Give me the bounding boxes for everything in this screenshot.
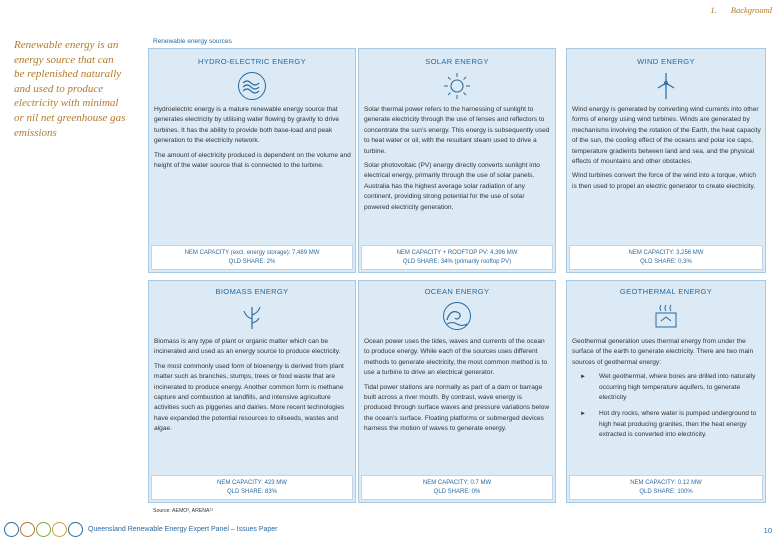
capacity-value: NEM CAPACITY: 423 MW <box>217 480 287 486</box>
card-title: OCEAN ENERGY <box>424 287 490 296</box>
qld-share: QLD SHARE: 0% <box>433 489 481 495</box>
card-title: HYDRO-ELECTRIC ENERGY <box>198 57 306 66</box>
qld-share: QLD SHARE: 34% (primarily rooftop PV) <box>402 259 512 265</box>
geothermal-icon <box>651 301 681 331</box>
card-solar <box>358 48 556 273</box>
card-paragraph: The most commonly used form of bioenergy is derived from plant matter such as branches, stumps, trees or food waste that are incinerated to produce energy. Another common form is methane capture and combustion at landfills, and intensive agriculture activities such as piggeries and dairies. More recent technologies have expanded the potential resources to oilseeds, wastes and algae. <box>154 362 345 433</box>
card-paragraph: Geothermal generation uses thermal energy from under the surface of the earth to generate electricity. There are two main sources of geothermal energy: <box>572 338 754 366</box>
footer-title: Queensland Renewable Energy Expert Panel – Issues Paper <box>88 526 278 533</box>
card-hydro <box>148 48 356 273</box>
card-body <box>364 337 551 439</box>
bullet-arrow-icon: ► <box>580 411 586 418</box>
qld-share: QLD SHARE: 100% <box>639 489 693 495</box>
page-number: 10 <box>763 526 772 535</box>
card-title: BIOMASS ENERGY <box>215 287 289 296</box>
card-paragraph: Solar photovoltaic (PV) energy directly converts sunlight into electrical energy, primarily through the use of solar panels. Australia has the highest average solar radiation of any continent, providing strong potential for the use of solar powered electricity generation. <box>364 162 540 211</box>
card-paragraph: Tidal power stations are normally as part of a dam or barrage built across a river mouth. By contrast, wave energy is produced through surface waves and pressure variations below the ocean’s surface. Floating platforms or submerged devices harness the motion of waves to generate energy. <box>364 383 550 433</box>
capacity-box <box>151 475 353 500</box>
card-paragraph: Wind turbines convert the force of the wind into a torque, which is then used to propel an electric generator to create electricity. <box>572 172 756 190</box>
list-item: ► Hot dry rocks, where water is pumped underground to high heat producing granites, then the heat energy extracted is converted into electricity. <box>580 410 757 439</box>
qld-share: QLD SHARE: 83% <box>226 489 278 495</box>
source-note: Source: AEMO³, ARENA¹¹ <box>153 508 213 514</box>
capacity-box <box>569 245 763 270</box>
card-body <box>364 105 551 217</box>
section-label: Renewable energy sources <box>153 38 232 45</box>
qld-share: QLD SHARE: 2% <box>228 259 276 265</box>
card-ocean <box>358 280 556 503</box>
capacity-value: NEM CAPACITY (excl. energy storage): 7,489 MW <box>184 250 320 256</box>
card-title: WIND ENERGY <box>637 57 695 66</box>
card-body <box>154 105 351 175</box>
capacity-value: NEM CAPACITY: 3,256 MW <box>628 250 704 256</box>
card-paragraph: Ocean power uses the tides, waves and currents of the ocean to produce energy. While each of the sources uses different methods to generate electricity, the most common method is to use a turbine to drive an electrical generator. <box>364 338 548 377</box>
sidebar-quote: Renewable energy is an energy source that can be replenished naturally and used to produce electricity with minimal or nil net greenhouse gas emissions <box>14 39 126 139</box>
sun-icon <box>442 71 472 101</box>
plant-icon <box>237 301 267 331</box>
ocean-wave-icon <box>442 301 472 331</box>
card-paragraph: Hydroelectric energy is a mature renewable energy source that generates electricity by utilising water flowing by gravity to drive turbines. It has the ability to provide both base-load and peak generation to the electricity network. <box>154 106 340 145</box>
card-body <box>572 105 761 196</box>
page-footer <box>0 524 780 538</box>
card-paragraph: The amount of electricity produced is dependent on the volume and height of the water source that is connected to the turbine. <box>154 151 351 170</box>
capacity-value: NEM CAPACITY + ROOFTOP PV: 4,396 MW <box>396 250 518 256</box>
card-body <box>154 337 351 439</box>
card-title: GEOTHERMAL ENERGY <box>619 287 713 296</box>
qld-share: QLD SHARE: 0.3% <box>640 259 692 265</box>
list-item: ► Wet geothermal, where bores are drilled into naturally occurring high temperature aquifers, to generate electricity <box>580 373 756 402</box>
bullet-arrow-icon: ► <box>580 374 586 381</box>
card-paragraph: Solar thermal power refers to the harnessing of sunlight to generate electricity through the use of lenses and reflectors to concentrate the sun’s energy. This energy is subsequently used to heat water or oil, with the resultant steam used to drive a turbine. <box>364 106 550 155</box>
card-body <box>572 337 761 447</box>
logo-rings-icon <box>4 522 83 538</box>
card-paragraph: Wind energy is generated by converting wind currents into other forms of energy using wind turbines. Winds are generated by mechanisms involving the rotation of the Earth, the heat capacity of the sun, the cooling effect of the oceans and polar ice caps, temperature gradients between land and sea, and the physical effects of mountains and other obstacles. <box>572 106 761 166</box>
card-paragraph: Biomass is any type of plant or organic matter which can be incinerated and used as an energy source to produce electricity. <box>154 338 341 356</box>
page-header <box>710 5 772 15</box>
card-wind <box>566 48 766 273</box>
card-biomass <box>148 280 356 503</box>
capacity-box <box>569 475 763 500</box>
bullet-list <box>572 372 761 440</box>
capacity-box <box>361 475 553 500</box>
capacity-value: NEM CAPACITY: 0.12 MW <box>630 480 702 486</box>
capacity-value: NEM CAPACITY: 0.7 MW <box>422 480 492 486</box>
card-title: SOLAR ENERGY <box>425 57 489 66</box>
water-waves-icon <box>237 71 267 101</box>
section-number: 1. <box>710 5 717 15</box>
card-geothermal <box>566 280 766 503</box>
capacity-box <box>361 245 553 270</box>
capacity-box <box>151 245 353 270</box>
section-title: Background <box>730 5 772 15</box>
wind-turbine-icon <box>651 71 681 101</box>
